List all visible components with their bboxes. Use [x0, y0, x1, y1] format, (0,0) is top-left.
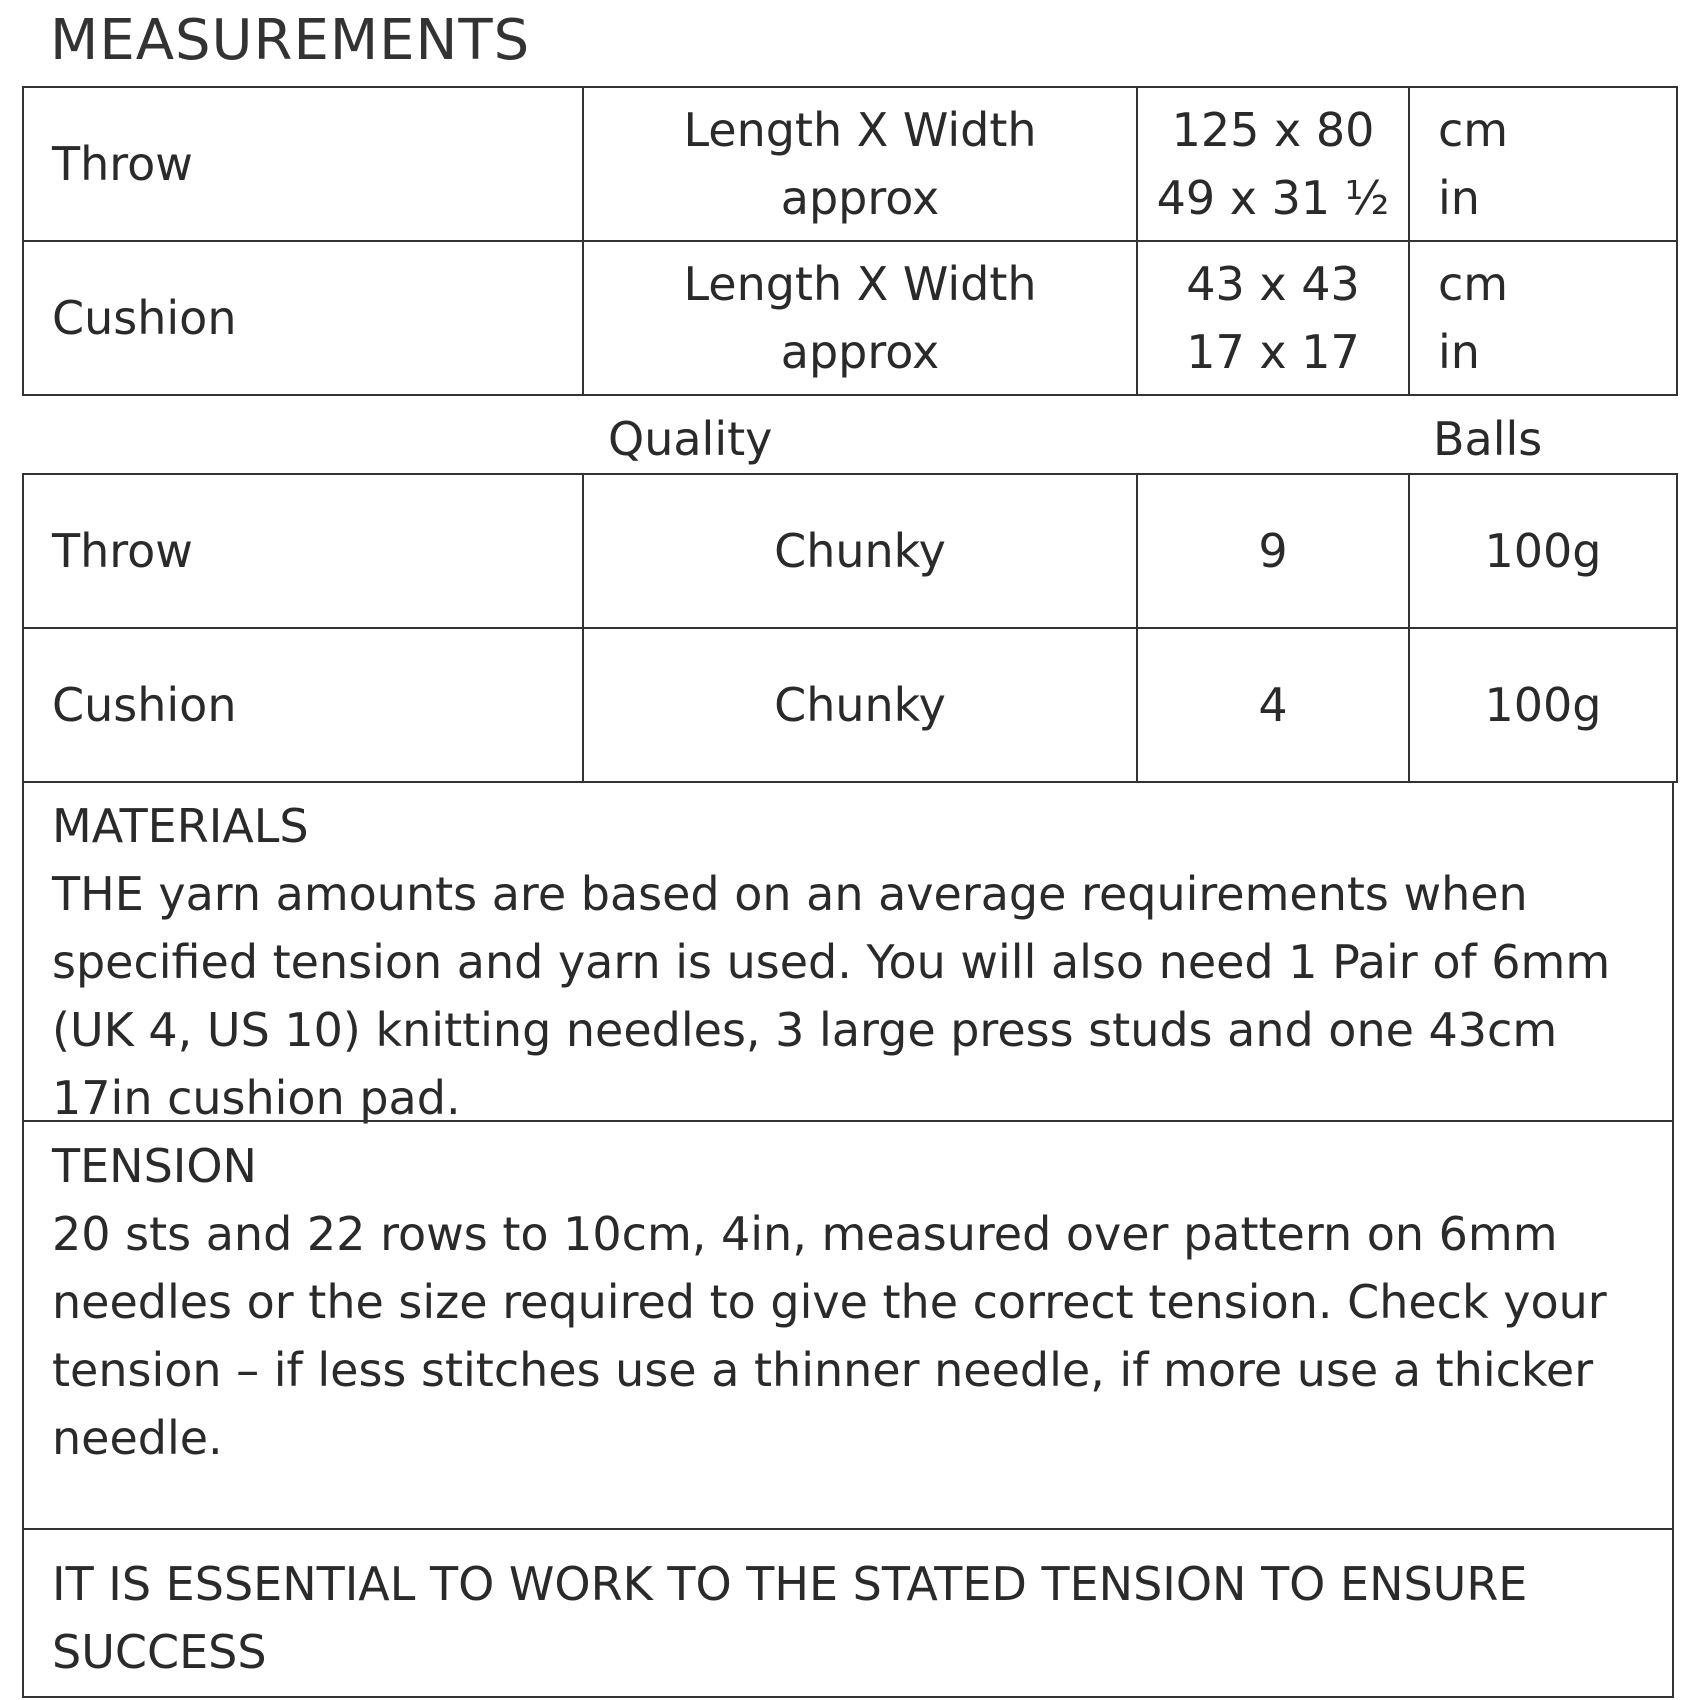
dimension-label: Length X Width [683, 103, 1037, 157]
materials-text: THE yarn amounts are based on an average requirements when specified tension and yarn is used. You will also need 1 Pair of 6mm (UK 4, US 10) knitting needles, 3 large press studs and one 43cm 17in cushion pad. [52, 867, 1611, 1125]
unit-cell [1409, 241, 1677, 395]
balls-value: 4 [1137, 628, 1409, 782]
measurements-table [22, 86, 1678, 396]
item-label: Cushion [23, 241, 583, 395]
dimension-approx: approx [780, 325, 940, 379]
item-label: Throw [23, 87, 583, 241]
value-cell [1137, 241, 1409, 395]
item-label: Throw [23, 474, 583, 628]
value-in: 17 x 17 [1186, 325, 1360, 379]
value-in: 49 x 31 ½ [1156, 171, 1390, 225]
dimension-label: Length X Width [683, 257, 1037, 311]
table-row [23, 87, 1677, 241]
quality-header: Quality [608, 412, 773, 466]
dimension-cell [583, 241, 1137, 395]
dimension-approx: approx [780, 171, 940, 225]
tension-text: 20 sts and 22 rows to 10cm, 4in, measured over pattern on 6mm needles or the size required to give the correct tension. Check your tension – if less stitches use a thinner needle, if more use a thicker needle. [52, 1207, 1607, 1465]
table-row [23, 241, 1677, 395]
balls-value: 9 [1137, 474, 1409, 628]
table-row [23, 474, 1677, 628]
essential-notice: IT IS ESSENTIAL TO WORK TO THE STATED TENSION TO ENSURE SUCCESS [22, 1528, 1674, 1698]
quality-table [22, 473, 1678, 783]
unit-cm: cm [1438, 257, 1509, 311]
tension-title: TENSION [52, 1139, 257, 1193]
table-row [23, 628, 1677, 782]
tension-section [22, 1120, 1674, 1530]
materials-title: MATERIALS [52, 799, 309, 853]
page-title: MEASUREMENTS [50, 8, 531, 73]
unit-in: in [1438, 325, 1480, 379]
materials-section [22, 782, 1674, 1125]
unit-cell [1409, 87, 1677, 241]
value-cm: 125 x 80 [1171, 103, 1375, 157]
quality-value: Chunky [583, 628, 1137, 782]
unit-cm: cm [1438, 103, 1509, 157]
value-cm: 43 x 43 [1186, 257, 1360, 311]
weight-value: 100g [1409, 628, 1677, 782]
dimension-cell [583, 87, 1137, 241]
item-label: Cushion [23, 628, 583, 782]
quality-value: Chunky [583, 474, 1137, 628]
weight-value: 100g [1409, 474, 1677, 628]
value-cell [1137, 87, 1409, 241]
balls-header: Balls [1433, 412, 1543, 466]
unit-in: in [1438, 171, 1480, 225]
